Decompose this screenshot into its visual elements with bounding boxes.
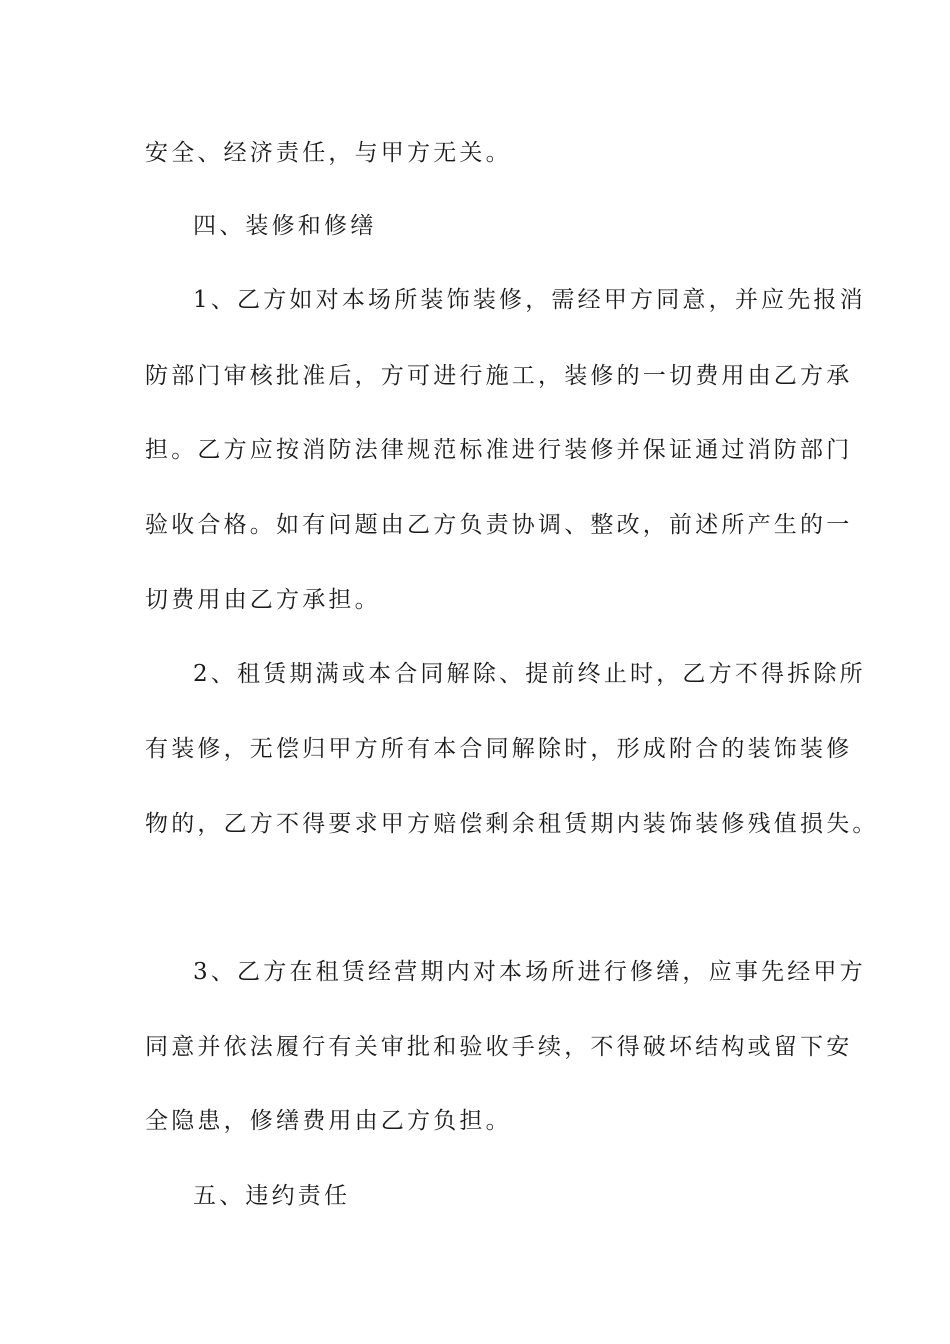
paragraph-line: 2、租赁期满或本合同解除、提前终止时，乙方不得拆除所 (193, 661, 866, 687)
paragraph-line: 1、乙方如对本场所装饰装修，需经甲方同意，并应先报消 (193, 287, 866, 313)
paragraph-line: 物的，乙方不得要求甲方赔偿剩余租赁期内装饰装修残值损失。 (145, 811, 879, 837)
section-heading-breach: 五、违约责任 (193, 1183, 351, 1209)
section-heading-renovation: 四、装修和修缮 (193, 213, 377, 239)
paragraph-line: 验收合格。如有问题由乙方负责协调、整改，前述所产生的一 (145, 512, 853, 538)
paragraph-line: 防部门审核批准后，方可进行施工，装修的一切费用由乙方承 (145, 363, 853, 389)
paragraph-line: 全隐患，修缮费用由乙方负担。 (145, 1108, 512, 1134)
paragraph-line: 同意并依法履行有关审批和验收手续，不得破坏结构或留下安 (145, 1034, 853, 1060)
paragraph-line: 担。乙方应按消防法律规范标准进行装修并保证通过消防部门 (145, 437, 853, 463)
paragraph-line: 安全、经济责任，与甲方无关。 (145, 140, 512, 166)
paragraph-line: 有装修，无偿归甲方所有本合同解除时，形成附合的装饰装修 (145, 736, 853, 762)
paragraph-line: 3、乙方在租赁经营期内对本场所进行修缮，应事先经甲方 (193, 959, 866, 985)
paragraph-line: 切费用由乙方承担。 (145, 587, 381, 613)
